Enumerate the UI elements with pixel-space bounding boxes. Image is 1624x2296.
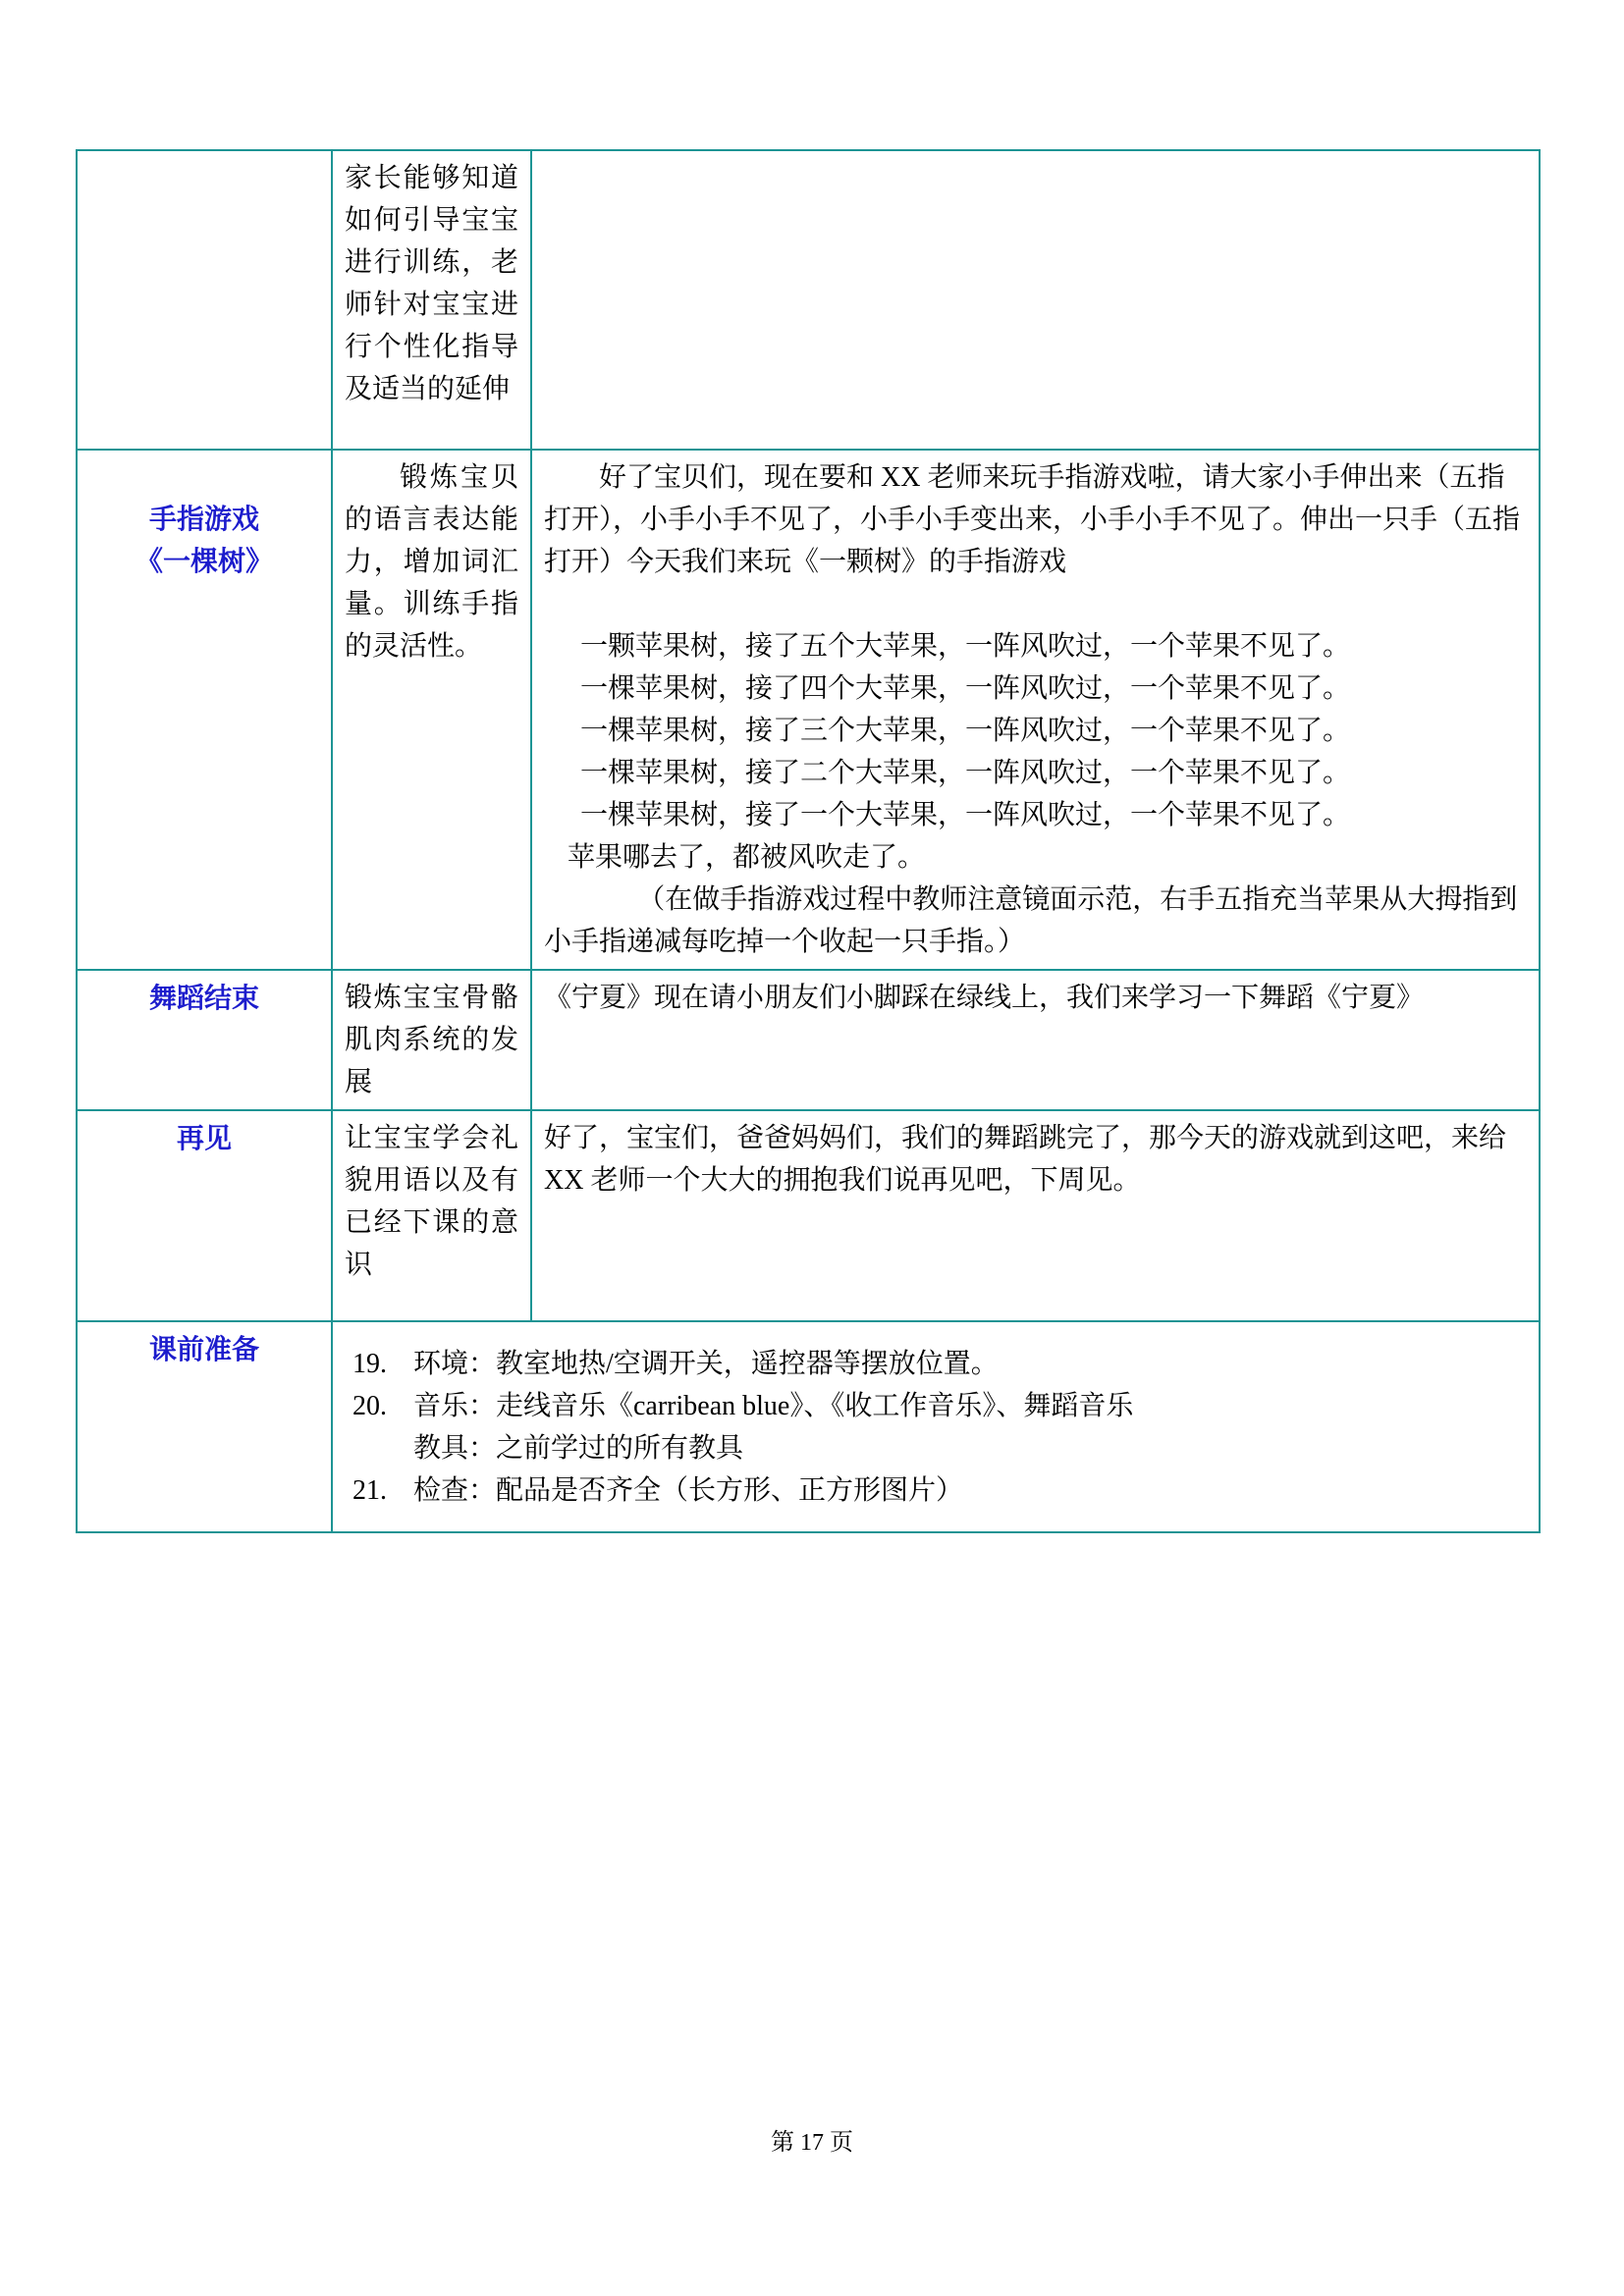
page-number: 第 17 页 xyxy=(771,2130,853,2156)
list-item-text: 音乐：走线音乐《carribean blue》、《收工作音乐》、舞蹈音乐 xyxy=(413,1390,1134,1421)
list-item xyxy=(352,1343,1527,1385)
dance-end-text: 《宁夏》现在请小朋友们小脚踩在绿线上，我们来学习一下舞蹈《宁夏》 xyxy=(544,983,1425,1013)
activity-title-line1: 手指游戏 xyxy=(148,503,259,535)
content-cell-goodbye xyxy=(531,1110,1540,1321)
finger-game-intro: 好了宝贝们，现在要和 XX 老师来玩手指游戏啦，请大家小手伸出来（五指打开），小手小手不见了，小手小手变出来，小手小手不见了。伸出一只手（五指打开）今天我们来玩《一颗树》的手指游戏 xyxy=(544,462,1521,577)
list-item-number xyxy=(352,1427,413,1469)
rhyme-line: 一棵苹果树，接了一个大苹果，一阵风吹过，一个苹果不见了。 xyxy=(580,800,1351,830)
list-item-number: 19. xyxy=(352,1348,387,1379)
activity-title-line2: 《一棵树》 xyxy=(135,545,273,577)
purpose-cell xyxy=(332,150,531,450)
list-item xyxy=(352,1427,1527,1469)
list-item-text: 检查：配品是否齐全（长方形、正方形图片） xyxy=(413,1474,964,1506)
content-cell-empty xyxy=(531,150,1540,450)
purpose-cell xyxy=(332,970,531,1110)
preparation-list xyxy=(345,1343,1527,1512)
lesson-plan-table xyxy=(76,149,1541,1533)
rhyme-line: 苹果哪去了，都被风吹走了。 xyxy=(568,842,926,873)
list-item-text: 环境：教室地热/空调开关，遥控器等摆放位置。 xyxy=(413,1348,999,1379)
purpose-cell xyxy=(332,450,531,970)
purpose-text: 锻炼宝宝骨骼肌肉系统的发展 xyxy=(345,983,518,1097)
activity-cell-preparation: 课前准备 xyxy=(77,1321,332,1532)
list-item-number: 21. xyxy=(352,1474,387,1506)
list-item xyxy=(352,1385,1527,1427)
rhyme-line: 一棵苹果树，接了四个大苹果，一阵风吹过，一个苹果不见了。 xyxy=(580,673,1351,704)
purpose-text: 让宝宝学会礼貌用语以及有已经下课的意识 xyxy=(345,1123,518,1280)
purpose-text: 家长能够知道如何引导宝宝进行训练，老师针对宝宝进行个性化指导及适当的延伸 xyxy=(345,163,518,404)
list-item-number: 20. xyxy=(352,1390,387,1421)
activity-cell-goodbye: 再见 xyxy=(77,1110,332,1321)
activity-cell-finger-game xyxy=(77,450,332,970)
list-item-text: 教具：之前学过的所有教具 xyxy=(413,1432,744,1464)
table-row-preparation xyxy=(77,1321,1540,1532)
purpose-cell xyxy=(332,1110,531,1321)
table-row-finger-game xyxy=(77,450,1540,970)
rhyme-line: 一棵苹果树，接了三个大苹果，一阵风吹过，一个苹果不见了。 xyxy=(580,716,1351,746)
list-item xyxy=(352,1469,1527,1512)
table-row-goodbye xyxy=(77,1110,1540,1321)
activity-cell-dance-end: 舞蹈结束 xyxy=(77,970,332,1110)
table-row-dance-end xyxy=(77,970,1540,1110)
goodbye-text: 好了，宝宝们，爸爸妈妈们，我们的舞蹈跳完了，那今天的游戏就到这吧，来给 XX 老师一个大大的拥抱我们说再见吧，下周见。 xyxy=(544,1123,1507,1196)
table-row-continuation xyxy=(77,150,1540,450)
rhyme-line: 一棵苹果树，接了二个大苹果，一阵风吹过，一个苹果不见了。 xyxy=(580,758,1351,788)
purpose-text: 锻炼宝贝的语言表达能力，增加词汇量。训练手指的灵活性。 xyxy=(345,462,518,662)
activity-cell-empty xyxy=(77,150,332,450)
apple-tree-rhyme xyxy=(544,625,1527,879)
content-cell-dance-end xyxy=(531,970,1540,1110)
content-cell-preparation xyxy=(332,1321,1540,1532)
rhyme-line: 一颗苹果树，接了五个大苹果，一阵风吹过，一个苹果不见了。 xyxy=(580,631,1351,662)
teacher-note: （在做手指游戏过程中教师注意镜面示范，右手五指充当苹果从大拇指到小手指递减每吃掉一个收起一只手指。） xyxy=(544,884,1518,957)
content-cell-finger-game xyxy=(531,450,1540,970)
